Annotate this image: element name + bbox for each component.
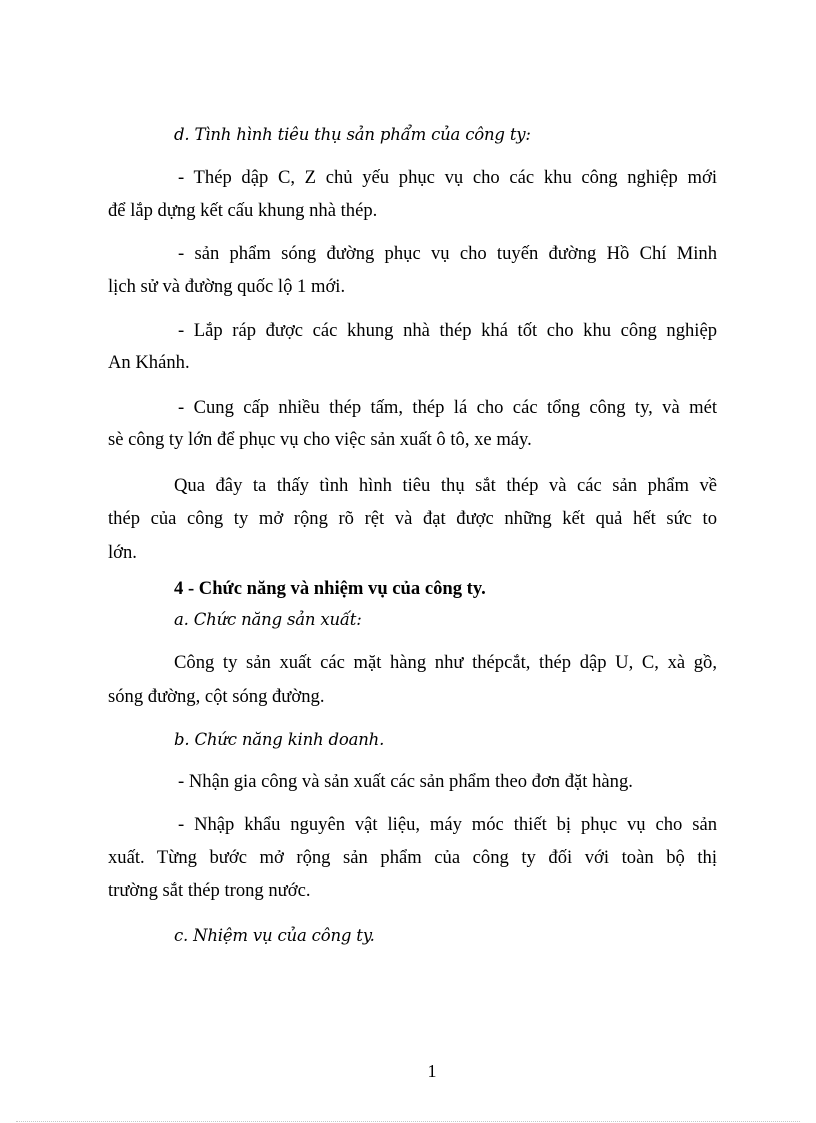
sub-a-heading: a. Chức năng sản xuất: xyxy=(174,610,362,629)
section-d-heading: d. Tình hình tiêu thụ sản phẩm của công ty: xyxy=(174,125,531,144)
section-d-item-4-line-2: sè công ty lớn để phục vụ cho việc sản xuất ô tô, xe máy. xyxy=(108,429,532,450)
page-number: 1 xyxy=(427,1061,437,1081)
sub-c-heading: c. Nhiệm vụ của công ty. xyxy=(174,926,375,945)
conclusion-line-1: Qua đây ta thấy tình hình tiêu thụ sắt thép và các sản phẩm về xyxy=(174,475,717,496)
conclusion-line-3: lớn. xyxy=(108,542,137,563)
section-d-item-2-line-2: lịch sử và đường quốc lộ 1 mới. xyxy=(108,276,346,297)
section-4-heading: 4 - Chức năng và nhiệm vụ của công ty. xyxy=(174,578,486,599)
section-d-item-4-line-1: - Cung cấp nhiều thép tấm, thép lá cho các tổng công ty, và mét xyxy=(178,397,717,418)
sub-b-item-2-line-2: xuất. Từng bước mở rộng sản phẩm của công ty đối với toàn bộ thị xyxy=(108,847,717,868)
section-d-item-3-line-1: - Lắp ráp được các khung nhà thép khá tốt cho khu công nghiệp xyxy=(178,320,717,341)
section-d-item-1-line-1: - Thép dập C, Z chủ yếu phục vụ cho các khu công nghiệp mới xyxy=(178,167,717,188)
section-d-item-3-line-2: An Khánh. xyxy=(108,352,190,373)
sub-b-item-1-line-1: - Nhận gia công và sản xuất các sản phẩm theo đơn đặt hàng. xyxy=(178,771,633,792)
page-bottom-divider xyxy=(16,1121,800,1122)
section-d-item-2-line-1: - sản phẩm sóng đường phục vụ cho tuyến đường Hồ Chí Minh xyxy=(178,243,717,264)
sub-b-item-2-line-1: - Nhập khẩu nguyên vật liệu, máy móc thiết bị phục vụ cho sản xyxy=(178,814,717,835)
conclusion-line-2: thép của công ty mở rộng rõ rệt và đạt được những kết quả hết sức to xyxy=(108,508,717,529)
sub-a-line-1: Công ty sản xuất các mặt hàng như thépcắt, thép dập U, C, xà gồ, xyxy=(174,652,717,673)
section-d-item-1-line-2: để lắp dựng kết cấu khung nhà thép. xyxy=(108,200,378,221)
sub-a-line-2: sóng đường, cột sóng đường. xyxy=(108,686,325,707)
sub-b-heading: b. Chức năng kinh doanh. xyxy=(174,730,385,749)
sub-b-item-2-line-3: trường sắt thép trong nước. xyxy=(108,880,311,901)
